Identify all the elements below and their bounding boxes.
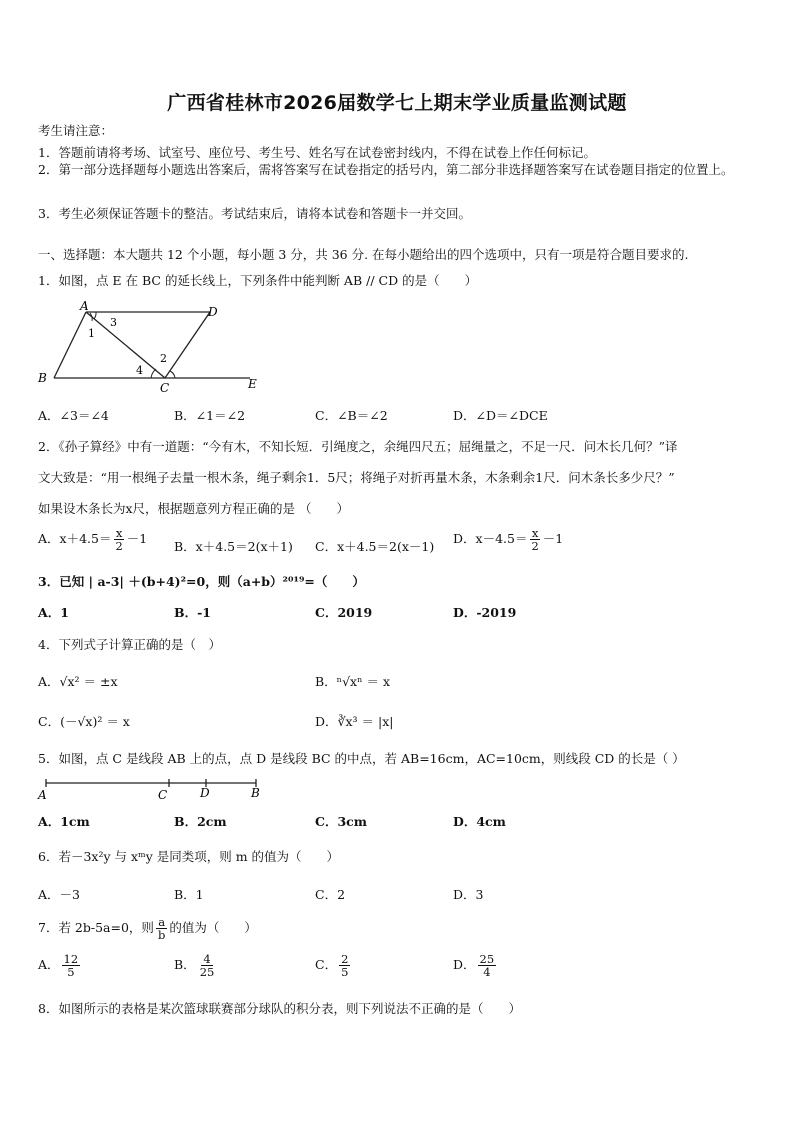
q5-option-c[interactable]: C．3cm (315, 814, 367, 829)
q5-option-d[interactable]: D．4cm (453, 814, 506, 829)
q6-option-a[interactable]: A．－3 (38, 887, 80, 902)
q2-option-d-den: 2 (531, 539, 539, 553)
question-1-stem: 1．如图，点 E 在 BC 的延长线上，下列条件中能判断 AB // CD 的是（ ） (38, 273, 478, 288)
figure-label-C: C (160, 381, 170, 395)
q3-option-c[interactable]: C．2019 (315, 605, 373, 620)
q3-option-d[interactable]: D．-2019 (453, 605, 517, 620)
q2-option-d-fraction (529, 527, 540, 552)
question-4-stem: 4．下列式子计算正确的是（ ） (38, 637, 221, 652)
q7-option-d-fraction (478, 953, 497, 978)
figure-label-E: E (248, 377, 257, 391)
q5-option-b[interactable]: B．2cm (174, 814, 227, 829)
notice-heading: 考生请注意： (38, 123, 114, 138)
figure-label-2: 2 (160, 352, 167, 365)
q2-option-a-den: 2 (115, 539, 123, 553)
question-6-stem: 6．若－3x²y 与 xᵐy 是同类项，则 m 的值为（ ） (38, 849, 340, 864)
question-3-stem: 3．已知 | a-3| ＋(b+4)²=0，则（a+b）²⁰¹⁹=（ ） (38, 574, 365, 589)
q2-option-d-text: D．x－4.5＝ (453, 531, 528, 546)
q7-stem-fraction (156, 916, 167, 941)
q3-option-b[interactable]: B．-1 (174, 605, 211, 620)
question-2-line-3: 如果设木条长为x尺，根据题意列方程正确的是 （ ） (38, 501, 350, 516)
q7-option-c-num: 2 (341, 952, 349, 966)
q7-option-b-den: 25 (199, 965, 215, 979)
q7-option-d-num: 25 (479, 952, 495, 966)
q7-option-c[interactable] (315, 953, 352, 978)
q7-option-a[interactable] (38, 953, 82, 978)
question-5-stem: 5．如图，点 C 是线段 AB 上的点，点 D 是线段 BC 的中点，若 AB=16cm，AC=10cm，则线段 CD 的长是（ ） (38, 751, 685, 766)
segment-label-D: D (200, 786, 210, 800)
q1-option-b[interactable]: B．∠1＝∠2 (174, 408, 246, 423)
figure-label-A: A (80, 300, 89, 313)
figure-label-1: 1 (88, 327, 95, 340)
segment-label-B: B (251, 786, 260, 800)
q2-option-a-fraction (113, 527, 124, 552)
q7-option-c-label: C． (315, 957, 338, 972)
figure-label-D: D (208, 305, 218, 319)
q4-option-b[interactable]: B．ⁿ√xⁿ ＝ x (315, 674, 391, 689)
q1-option-a[interactable]: A．∠3＝∠4 (38, 408, 109, 423)
question-1-figure (30, 300, 270, 395)
question-2-line-2: 文大致是：“用一根绳子去量一根木条，绳子剩余1．5尺；将绳子对折再量木条，木条剩余1尺．问木条长多少尺？” (38, 470, 675, 485)
notice-item-1: 1．答题前请将考场、试室号、座位号、考生号、姓名写在试卷密封线内，不得在试卷上作任何标记。 (38, 145, 596, 160)
segment-label-A: A (38, 788, 47, 802)
q7-option-a-fraction (62, 953, 81, 978)
question-8-stem: 8．如图所示的表格是某次篮球联赛部分球队的积分表，则下列说法不正确的是（ ） (38, 1001, 521, 1016)
q7-option-a-label: A． (38, 957, 60, 972)
q3-option-a[interactable]: A．1 (38, 605, 69, 620)
q6-option-b[interactable]: B．1 (174, 887, 204, 902)
q7-option-c-den: 5 (341, 965, 349, 979)
q4-option-d[interactable]: D．∛x³ ＝ |x| (315, 714, 394, 729)
q2-option-a-post: －1 (126, 531, 148, 546)
q7-option-a-num: 12 (63, 952, 79, 966)
q2-option-a-text: A．x＋4.5＝ (38, 531, 112, 546)
question-5-figure (34, 775, 274, 805)
q2-option-d-post: －1 (542, 531, 564, 546)
notice-item-3: 3．考生必须保证答题卡的整洁。考试结束后，请将本试卷和答题卡一并交回。 (38, 206, 471, 221)
q7-option-b-label: B． (174, 957, 196, 972)
notice-item-2: 2．第一部分选择题每小题选出答案后，需将答案写在试卷指定的括号内，第二部分非选择题答案写在试卷题目指定的位置上。 (38, 162, 734, 177)
q7-option-c-fraction (339, 953, 350, 978)
q2-option-c[interactable]: C．x＋4.5＝2(x－1) (315, 539, 435, 554)
figure-label-4: 4 (136, 364, 143, 377)
figure-label-3: 3 (110, 316, 117, 329)
q7-option-d-label: D． (453, 957, 476, 972)
q5-option-a[interactable]: A．1cm (38, 814, 90, 829)
q6-option-c[interactable]: C．2 (315, 887, 346, 902)
q7-option-b-num: 4 (203, 952, 211, 966)
figure-label-B: B (38, 371, 47, 385)
q6-option-d[interactable]: D．3 (453, 887, 484, 902)
q1-option-c[interactable]: C．∠B＝∠2 (315, 408, 388, 423)
question-2-line-1: 2．《孙子算经》中有一道题：“今有木，不知长短．引绳度之，余绳四尺五；屈绳量之，不足一尺．问木长几何？”译 (38, 439, 678, 454)
q7-option-d-den: 4 (483, 965, 491, 979)
q4-option-c[interactable]: C．(－√x)² ＝ x (38, 714, 130, 729)
q2-option-a[interactable] (38, 527, 147, 552)
q7-stem-text: 7．若 2b-5a=0，则 (38, 920, 154, 935)
q4-option-a[interactable]: A．√x² ＝ ±x (38, 674, 118, 689)
q7-option-d[interactable] (453, 953, 498, 978)
q7-stem-den: b (157, 928, 166, 942)
q1-option-d[interactable]: D．∠D＝∠DCE (453, 408, 548, 423)
q7-stem-num: a (158, 915, 166, 929)
segment-label-C: C (158, 788, 168, 802)
q2-option-d[interactable] (453, 527, 563, 552)
q2-option-b[interactable]: B．x＋4.5＝2(x＋1) (174, 539, 293, 554)
q7-option-b-fraction (198, 953, 217, 978)
q7-stem-post: 的值为（ ） (169, 920, 257, 935)
q7-option-b[interactable] (174, 953, 218, 978)
section-heading: 一、选择题：本大题共 12 个小题，每小题 3 分，共 36 分. 在每小题给出的四个选项中，只有一项是符合题目要求的. (38, 247, 689, 262)
page-title: 广西省桂林市2026届数学七上期末学业质量监测试题 (167, 92, 627, 114)
q2-option-d-num: x (531, 526, 539, 540)
q7-option-a-den: 5 (67, 965, 75, 979)
q2-option-a-num: x (115, 526, 123, 540)
question-7-stem (38, 916, 257, 941)
